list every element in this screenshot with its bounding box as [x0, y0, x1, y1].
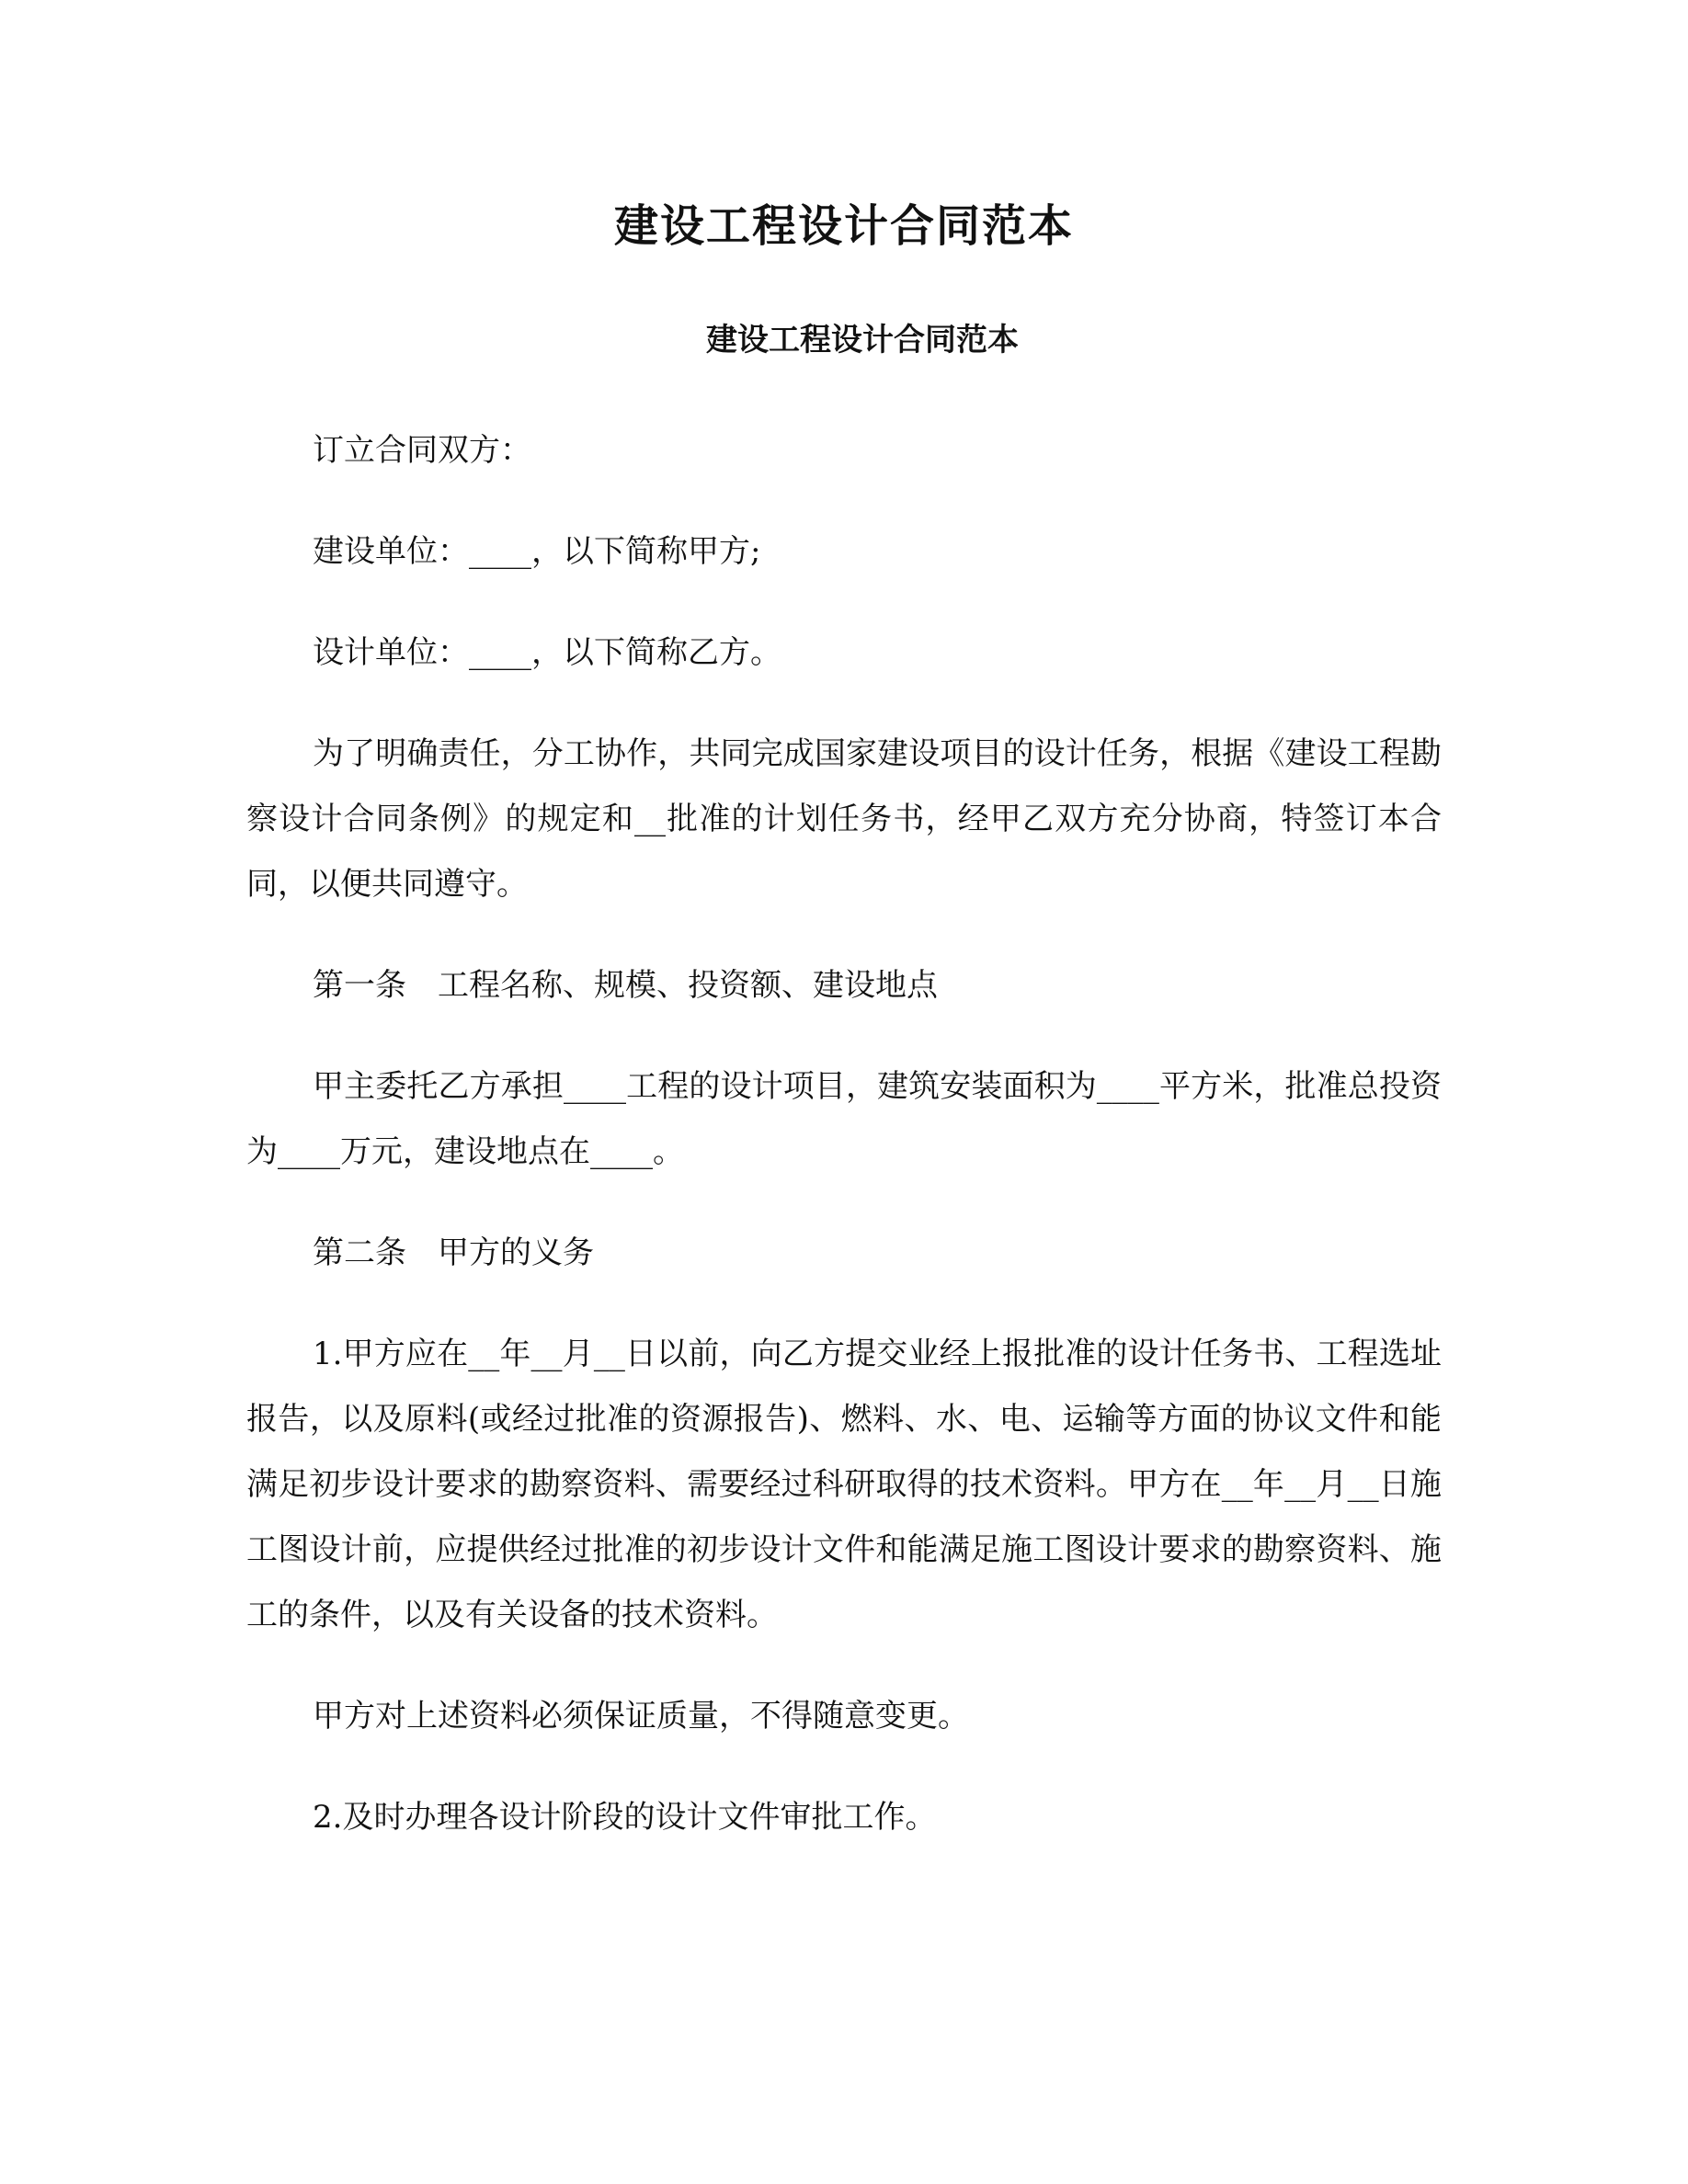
- article-two-heading: 第二条 甲方的义务: [313, 1234, 594, 1271]
- paragraph-party-a: 建设单位：____，以下简称甲方;: [313, 533, 761, 570]
- paragraph-obligation-1: 1.甲方应在__年__月__日以前，向乙方提交业经上报批准的设计任务书、工程选址报告，以及原料(或经过批准的资源报告)、燃料、水、电、运输等方面的协议文件和能满足初步设计要求的勘察资料、需要经过科研取得的技术资料。甲方在__年__月__日施工图设计前，应提供经过批准的初步设计文件和能满足施工图设计要求的勘察资料、施工的条件，以及有关设备的技术资料。: [246, 1336, 1442, 1633]
- document-subtitle: 建设工程设计合同范本: [706, 322, 1019, 358]
- article-one-heading: 第一条 工程名称、规模、投资额、建设地点: [313, 967, 938, 1004]
- document-title: 建设工程设计合同范本: [613, 200, 1074, 252]
- paragraph-purpose: 为了明确责任，分工协作，共同完成国家建设项目的设计任务，根据《建设工程勘察设计合同条例》的规定和__批准的计划任务书，经甲乙双方充分协商，特签订本合同，以便共同遵守。: [246, 735, 1442, 903]
- paragraph-obligation-2: 2.及时办理各设计阶段的设计文件审批工作。: [313, 1799, 937, 1836]
- paragraph-party-b: 设计单位：____，以下简称乙方。: [313, 634, 781, 671]
- paragraph-quality: 甲方对上述资料必须保证质量，不得随意变更。: [313, 1698, 969, 1735]
- paragraph-parties-intro: 订立合同双方：: [313, 432, 531, 469]
- paragraph-article-one: 甲主委托乙方承担____工程的设计项目，建筑安装面积为____平方米，批准总投资为____万元，建设地点在____。: [246, 1068, 1442, 1170]
- document-body: [246, 418, 1442, 1886]
